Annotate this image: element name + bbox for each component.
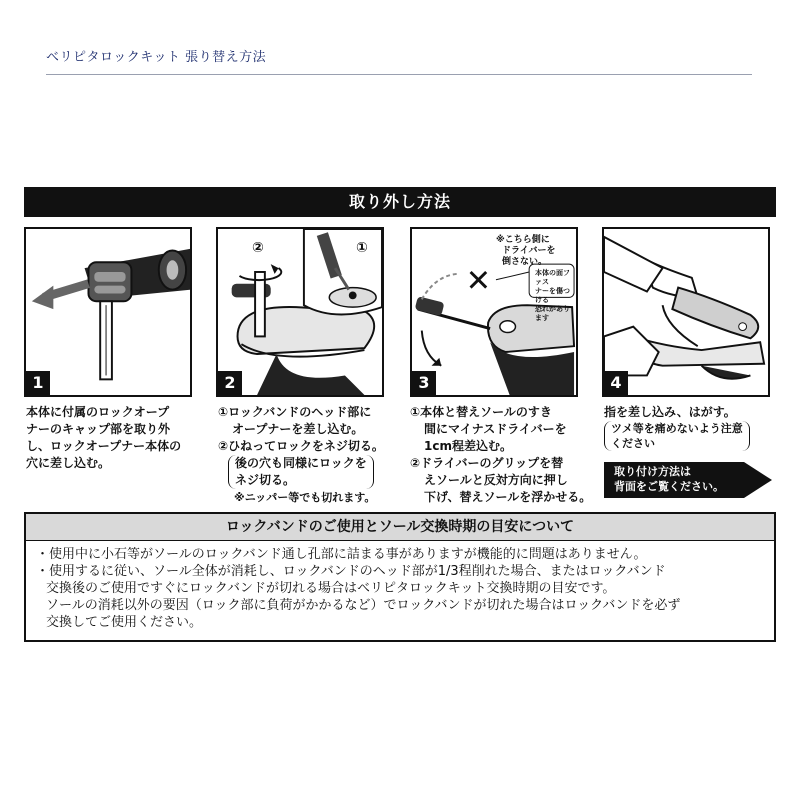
section-title: 取り外し方法 (24, 187, 776, 217)
step-3-text: ①本体と替えソールのすき 間にマイナスドライバーを 1cm程差込む。 ②ドライバーのグリップを替 えソールと反対方向に押し 下げ、替えソールを浮かせる。 (410, 405, 592, 504)
opener-insert-illustration (26, 229, 190, 395)
page-title: ベリピタロックキット 張り替え方法 (46, 50, 267, 65)
info-title: ロックバンドのご使用とソール交換時期の目安について (26, 514, 774, 541)
usage-info-box (24, 512, 776, 642)
step-2-illustration (216, 227, 384, 397)
peel-off-illustration (604, 229, 768, 395)
step-1-illustration (24, 227, 192, 397)
step-4-text: 指を差し込み、はがす。 ツメ等を痛めないよう注意 ください (604, 404, 750, 452)
step-4-paren-note: ツメ等を痛めないよう注意 ください (604, 421, 750, 451)
step-2-text: ①ロックバンドのヘッド部に オープナーを差し込む。 ②ひねってロックをネジ切る。 後の穴も同様にロックを ネジ切る。 ※ニッパー等でも切れます。 (218, 405, 384, 504)
step-2-marker-b: ① (356, 240, 368, 256)
step-4-illustration (602, 227, 770, 397)
attach-method-banner: 取り付け方法は 背面をご覧ください。 (604, 462, 772, 498)
header-divider (46, 74, 752, 75)
step-number: 2 (218, 371, 242, 395)
step-2-marker-a: ② (252, 240, 264, 256)
step-number: 3 (412, 371, 436, 395)
warning-callout: 本体の面ファス ナーを傷つける 恐れがあります (535, 269, 570, 322)
step-number: 1 (26, 371, 50, 395)
step-number: 4 (604, 371, 628, 395)
info-body: ・使用中に小石等がソールのロックバンド通し孔部に詰まる事がありますが機能的に問題はありません。 ・使用するに従い、ソール全体が消耗し、ロックバンドのヘッド部が1/3程削れた場合、またはロックバンド 交換後のご使用ですぐにロックバンドが切れる場合はベリピタロックキット交換時期の目安です。 ソールの消耗以外の要因（ロック部に負荷がかかるなど）でロックバンドが切れた場合はロックバンドを必ず 交換してご使用ください。 (36, 547, 681, 630)
step-2-paren-note: 後の穴も同様にロックを ネジ切る。 (228, 455, 374, 489)
driver-callout: ※こちら側に ドライバーを 倒さない。 (496, 235, 556, 267)
step-1-text: 本体に付属のロックオープ ナーのキャップ部を取り外 し、ロックオープナー本体の 穴に差し込む。 (26, 405, 182, 470)
step-3-illustration (410, 227, 578, 397)
